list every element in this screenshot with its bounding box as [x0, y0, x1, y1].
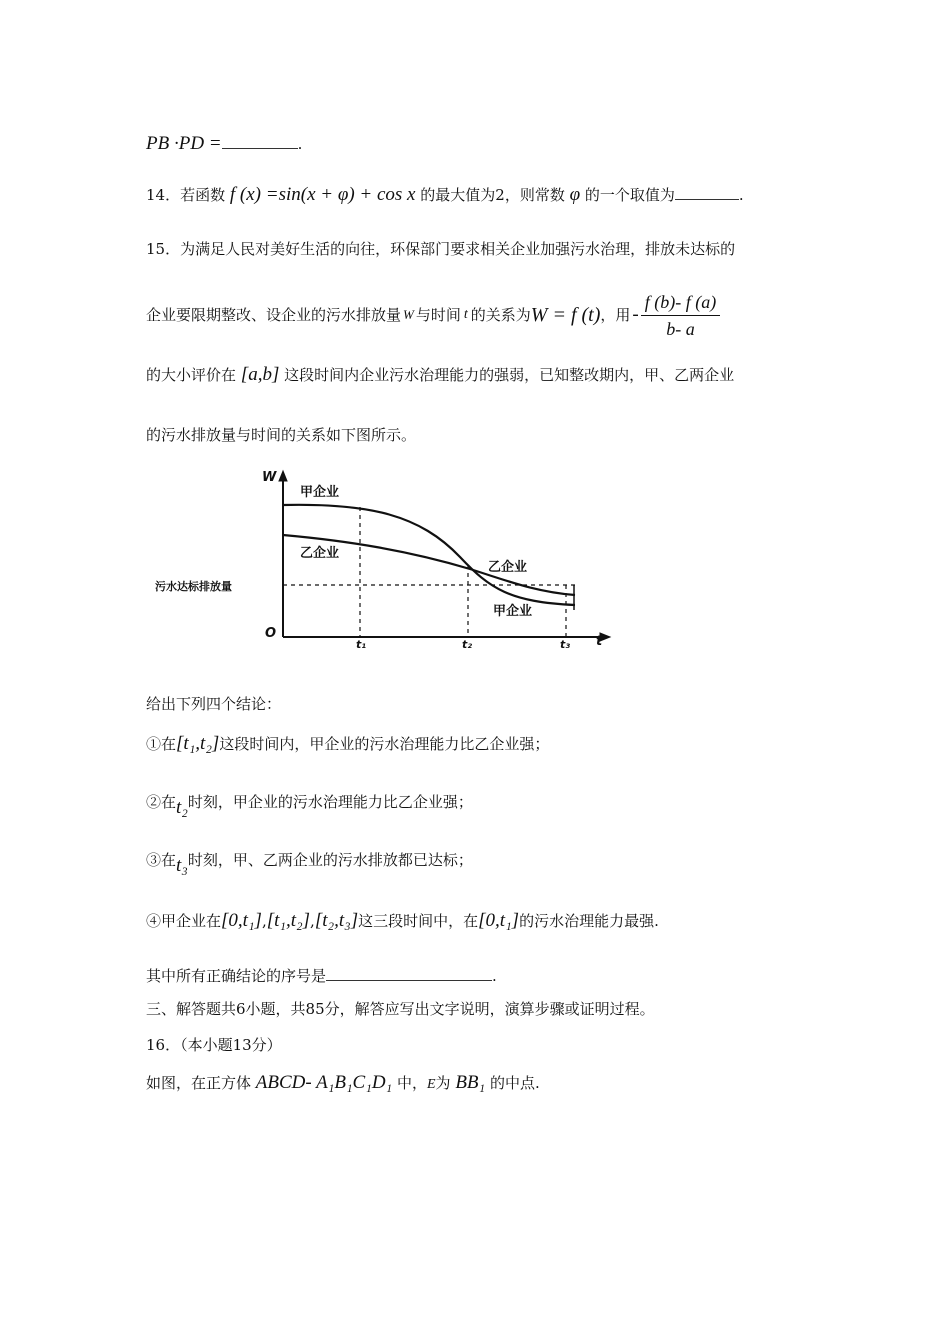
- emission-graph: [150, 465, 620, 660]
- q15-line2: [146, 292, 720, 338]
- q15-relation: W = f (t): [530, 304, 601, 326]
- c4-interval-3: [t₂,t₃]: [314, 910, 359, 931]
- q14-line: [146, 184, 744, 206]
- q16-text: 中，: [396, 1074, 427, 1092]
- q14-text-tail: 的一个取值为: [584, 186, 675, 204]
- c4-interval-2: [t₁,t₂]: [266, 910, 311, 931]
- q15-fraction-denominator: b- a: [666, 318, 695, 339]
- q14-function: f (x) =sin(x + φ) + cos x: [229, 184, 416, 205]
- origin-label: O: [265, 626, 277, 641]
- c4-interval-4: [0,t₁]: [478, 910, 520, 931]
- q15-line4: 的污水排放量与时间的关系如下图所示。: [146, 426, 417, 444]
- q16-text: 为: [435, 1074, 451, 1092]
- label-jia-bottom: 甲企业: [493, 604, 533, 619]
- q14-phi: φ: [569, 184, 581, 205]
- c4-text-mid: 这三段时间中，在: [358, 912, 479, 930]
- label-yi-right: 乙企业: [488, 560, 528, 575]
- q16-edge-BB1: BB₁: [455, 1072, 486, 1093]
- c3-text-tail: 时刻，甲、乙两企业的污水排放都已达标；: [187, 851, 473, 869]
- conclusion-2: [146, 791, 473, 818]
- tick-t1: t₁: [356, 638, 367, 651]
- q15-t-symbol: t: [463, 307, 468, 322]
- c1-interval: [t₁,t₂]: [176, 733, 220, 754]
- w-axis-arrow: [279, 471, 287, 481]
- conclusions-intro: 给出下列四个结论：: [146, 695, 282, 713]
- c4-text: ④甲企业在: [146, 912, 222, 930]
- q15-text: 企业要限期整改、设企业的污水排放量: [146, 306, 402, 324]
- c2-t2: t₂: [176, 797, 188, 818]
- c4-text-tail: 的污水治理能力最强.: [519, 912, 659, 930]
- c1-text: ①在: [146, 735, 177, 753]
- q13-end: .: [297, 135, 303, 153]
- q13-expression: PB ·PD =: [146, 133, 222, 154]
- c1-text-tail: 这段时间内，甲企业的污水治理能力比乙企业强；: [219, 735, 550, 753]
- q16-body: [146, 1072, 540, 1096]
- w-axis-label: W: [262, 470, 277, 485]
- q15-line1: 15．为满足人民对美好生活的向往，环保部门要求相关企业加强污水治理，排放未达标的: [146, 240, 736, 258]
- q15-fraction: [641, 291, 720, 340]
- conclusion-1: [146, 733, 549, 755]
- conclusion-4: ④甲企业在[0,t₁],[t₁,t₂],[t₂,t₃]这三段时间中，在[0,t₁]的污水治理能力最强.: [146, 910, 659, 931]
- c4-interval-1: [0,t₁]: [221, 910, 262, 931]
- q15-text: 与时间: [415, 306, 461, 324]
- q15-W-symbol: W: [403, 307, 414, 322]
- label-jia-top: 甲企业: [300, 485, 340, 500]
- q15-text: 的关系为: [470, 306, 531, 324]
- q16-point-E: E: [426, 1077, 436, 1092]
- q15-interval-ab: [a,b]: [240, 364, 280, 385]
- c2-text: ②在: [146, 793, 177, 811]
- q15-text: 的大小评价在: [146, 366, 237, 384]
- q13-answer-line: [146, 133, 302, 155]
- c3-t3: t₃: [176, 855, 188, 876]
- q15-line3: [146, 364, 734, 386]
- conclusion-3: [146, 849, 473, 876]
- tick-t2: t₂: [462, 638, 473, 651]
- q15-answer-blank[interactable]: [326, 979, 492, 981]
- q15-ask-end: .: [492, 967, 497, 985]
- q14-end: .: [738, 186, 744, 204]
- q16-head: 16．（本小题13分）: [146, 1036, 282, 1054]
- t-axis-label: t: [596, 634, 603, 649]
- q16-text: 的中点.: [489, 1074, 540, 1092]
- series-yi: [283, 535, 575, 595]
- label-yi-left: 乙企业: [300, 546, 340, 561]
- standard-label: 污水达标排放量: [155, 580, 232, 593]
- q15-ask-text: 其中所有正确结论的序号是: [146, 967, 327, 985]
- q15-text: ，用: [600, 306, 631, 324]
- q16-cube: ABCD- A₁B₁C₁D₁: [255, 1072, 393, 1093]
- section-3-heading: 三、解答题共6小题，共85分，解答应写出文字说明，演算步骤或证明过程。: [146, 1000, 655, 1018]
- q15-ask: [146, 965, 497, 987]
- q15-fraction-numerator: f (b)- f (a): [641, 291, 720, 316]
- q14-number: 14．若函数: [146, 186, 226, 204]
- q14-text: 的最大值为2，则常数: [420, 186, 565, 204]
- q15-text: 这段时间内企业污水治理能力的强弱，已知整改期内，甲、乙两企业: [284, 366, 735, 384]
- tick-t3: t₃: [560, 638, 571, 651]
- q16-text: 如图，在正方体: [146, 1074, 252, 1092]
- q14-answer-blank[interactable]: [675, 198, 739, 200]
- q15-minus-sign: -: [632, 304, 639, 325]
- c2-text-tail: 时刻，甲企业的污水治理能力比乙企业强；: [187, 793, 473, 811]
- c3-text: ③在: [146, 851, 177, 869]
- q13-answer-blank[interactable]: [222, 147, 298, 149]
